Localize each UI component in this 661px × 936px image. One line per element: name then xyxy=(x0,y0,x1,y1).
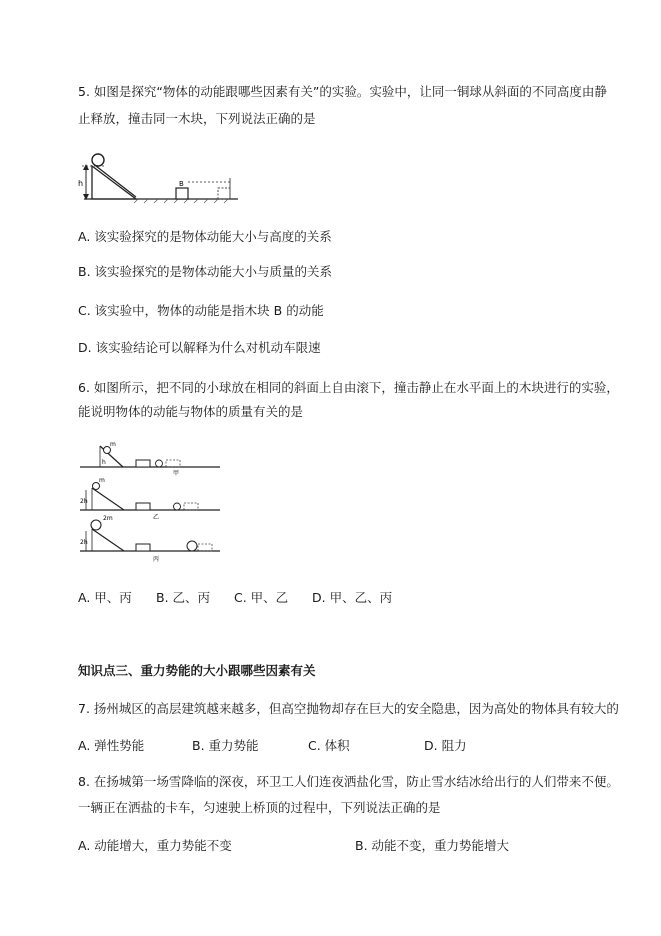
q7-option-b[interactable]: B. 重力势能 xyxy=(192,738,259,753)
q6-yi-h-label: 2h xyxy=(80,498,88,505)
q5-ball xyxy=(92,154,104,166)
q8-stem-line2: 一辆正在洒盐的卡车，匀速驶上桥顶的过程中，下列说法正确的是 xyxy=(78,800,441,815)
q6-bing-label: 丙 xyxy=(153,556,160,563)
q6-bing-m-label: 2m xyxy=(103,515,113,522)
q6-yi-m-label: m xyxy=(99,477,105,484)
q7-option-d[interactable]: D. 阻力 xyxy=(424,738,467,753)
q6-option-c[interactable]: C. 甲、乙 xyxy=(234,590,289,605)
q6-jia-m-label: m xyxy=(110,441,116,448)
q5-option-c[interactable]: C. 该实验中，物体的动能是指木块 B 的动能 xyxy=(78,303,324,318)
q5-option-d[interactable]: D. 该实验结论可以解释为什么对机动车限速 xyxy=(78,340,321,355)
q5-option-a[interactable]: A. 该实验探究的是物体动能大小与高度的关系 xyxy=(78,229,332,244)
q6-jia-label: 甲 xyxy=(173,470,180,477)
q6-setup-jia xyxy=(80,441,220,477)
q5-figure-incline xyxy=(78,148,243,206)
q5-option-b[interactable]: B. 该实验探究的是物体动能大小与质量的关系 xyxy=(78,264,333,279)
q8-options-row xyxy=(78,838,638,854)
q5-stem-line1: 5. 如图是探究“物体的动能跟哪些因素有关”的实验。实验中，让同一铜球从斜面的不同高度由静 xyxy=(78,84,607,99)
q6-stem-line2: 能说明物体的动能与物体的质量有关的是 xyxy=(78,404,304,419)
q7-option-a[interactable]: A. 弹性势能 xyxy=(78,738,145,753)
q6-figure-three-setups xyxy=(78,438,223,566)
q8-option-a[interactable]: A. 动能增大，重力势能不变 xyxy=(78,838,232,853)
q6-option-b[interactable]: B. 乙、丙 xyxy=(156,590,211,605)
q5-block xyxy=(176,188,188,199)
q8-option-b[interactable]: B. 动能不变，重力势能增大 xyxy=(355,838,510,853)
q6-stem-line1: 6. 如图所示，把不同的小球放在相同的斜面上自由滚下，撞击静止在水平面上的木块进行的实验， xyxy=(78,380,619,395)
q8-stem-line1: 8. 在扬城第一场雪降临的深夜，环卫工人们连夜洒盐化雪，防止雪水结冰给出行的人们带来不便。 xyxy=(78,774,619,789)
q6-yi-label: 乙 xyxy=(153,514,160,521)
q5-block-label: B xyxy=(179,180,184,188)
q7-option-c[interactable]: C. 体积 xyxy=(308,738,350,753)
q6-option-a[interactable]: A. 甲、丙 xyxy=(78,590,132,605)
q6-setup-bing xyxy=(80,515,220,563)
q6-jia-h-label: h xyxy=(102,459,106,466)
q6-options-row xyxy=(78,590,638,606)
q6-bing-h-label: 2h xyxy=(80,539,88,546)
q5-stem-line2: 止释放，撞击同一木块，下列说法正确的是 xyxy=(78,111,316,126)
q7-options-row xyxy=(78,738,638,754)
q6-option-d[interactable]: D. 甲、乙、丙 xyxy=(312,590,393,605)
q7-stem-line1: 7. 扬州城区的高层建筑越来越多，但高空抛物却存在巨大的安全隐患，因为高处的物体具有较大的 xyxy=(78,701,619,716)
q6-setup-yi xyxy=(80,477,220,521)
q5-h-label: h xyxy=(78,179,84,188)
section-3-heading: 知识点三、重力势能的大小跟哪些因素有关 xyxy=(78,663,316,678)
